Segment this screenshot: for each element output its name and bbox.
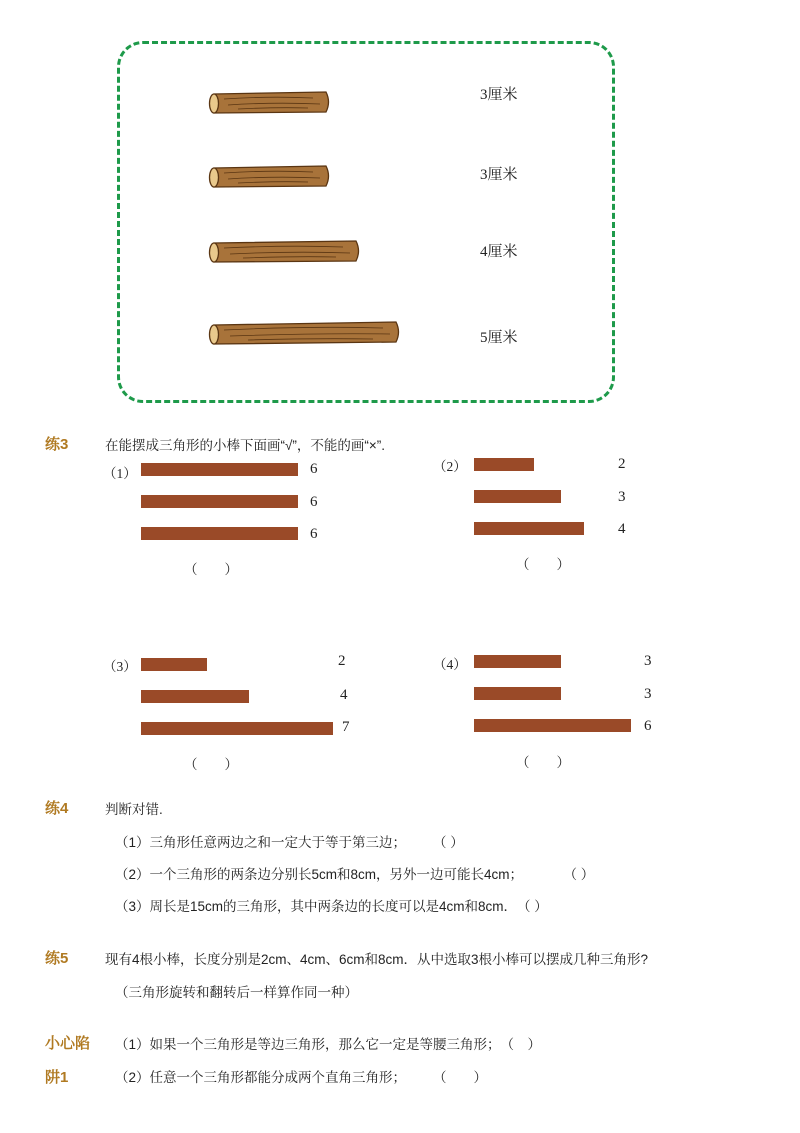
stick-length-label-4: 5厘米 — [480, 330, 518, 346]
stick-bar-4-2 — [474, 687, 561, 700]
length-3-3: 7 — [342, 719, 350, 735]
judge-item-1: （1）三角形任意两边之和一定大于等于第三边； （ ） — [115, 835, 464, 850]
trap-item-1: （1）如果一个三角形是等边三角形，那么它一定是等腰三角形； （ ） — [115, 1037, 542, 1052]
exercise-3-instruction: 在能摆成三角形的小棒下面画“√”，不能的画“×”. — [105, 438, 386, 453]
group-1-label: （1） — [103, 466, 137, 481]
length-4-2: 3 — [644, 686, 652, 702]
answer-blank-3[interactable]: （ ） — [184, 757, 238, 772]
stick-bar-2-2 — [474, 490, 561, 503]
trap-item-2: （2）任意一个三角形都能分成两个直角三角形； （ ） — [115, 1070, 488, 1085]
judge-item-2: （2）一个三角形的两条边分别长5cm和8cm，另外一边可能长4cm； （ ） — [115, 867, 595, 882]
exercise-5-tag: 练5 — [45, 950, 69, 967]
wood-stick-2 — [208, 164, 332, 190]
sticks-illustration-box — [117, 41, 615, 403]
stick-length-label-3: 4厘米 — [480, 244, 518, 260]
length-3-1: 2 — [338, 653, 346, 669]
group-4-label: （4） — [433, 657, 467, 672]
answer-blank-1[interactable]: （ ） — [184, 562, 238, 577]
wood-stick-1 — [208, 90, 332, 116]
stick-bar-4-3 — [474, 719, 631, 732]
length-4-3: 6 — [644, 718, 652, 734]
exercise-4-tag: 练4 — [45, 800, 69, 817]
judge-item-3: （3）周长是15cm的三角形，其中两条边的长度可以是4cm和8cm． （ ） — [115, 899, 548, 914]
answer-blank-2[interactable]: （ ） — [516, 557, 570, 572]
stick-length-label-2: 3厘米 — [480, 167, 518, 183]
answer-blank-4[interactable]: （ ） — [516, 755, 570, 770]
length-2-1: 2 — [618, 456, 626, 472]
stick-bar-3-3 — [141, 722, 333, 735]
stick-length-label-1: 3厘米 — [480, 87, 518, 103]
length-3-2: 4 — [340, 687, 348, 703]
stick-bar-1-2 — [141, 495, 298, 508]
stick-bar-2-1 — [474, 458, 534, 471]
wood-stick-3 — [208, 239, 362, 265]
length-1-1: 6 — [310, 461, 318, 477]
stick-bar-2-3 — [474, 522, 584, 535]
exercise-5-note: （三角形旋转和翻转后一样算作同一种） — [115, 985, 358, 1000]
length-2-2: 3 — [618, 489, 626, 505]
stick-bar-1-1 — [141, 463, 298, 476]
length-2-3: 4 — [618, 521, 626, 537]
group-2-label: （2） — [433, 459, 467, 474]
stick-bar-1-3 — [141, 527, 298, 540]
stick-bar-3-1 — [141, 658, 207, 671]
length-1-3: 6 — [310, 526, 318, 542]
stick-bar-4-1 — [474, 655, 561, 668]
length-4-1: 3 — [644, 653, 652, 669]
group-3-label: （3） — [103, 659, 137, 674]
trap-tag-line2: 阱1 — [45, 1069, 69, 1086]
exercise-4-title: 判断对错. — [105, 802, 163, 817]
wood-stick-4 — [208, 320, 402, 348]
stick-bar-3-2 — [141, 690, 249, 703]
trap-tag-line1: 小心陷 — [45, 1035, 91, 1052]
length-1-2: 6 — [310, 494, 318, 510]
exercise-5-question: 现有4根小棒，长度分别是2cm、4cm、6cm和8cm．从中选取3根小棒可以摆成几种三角形? — [105, 952, 649, 967]
exercise-3-tag: 练3 — [45, 436, 69, 453]
